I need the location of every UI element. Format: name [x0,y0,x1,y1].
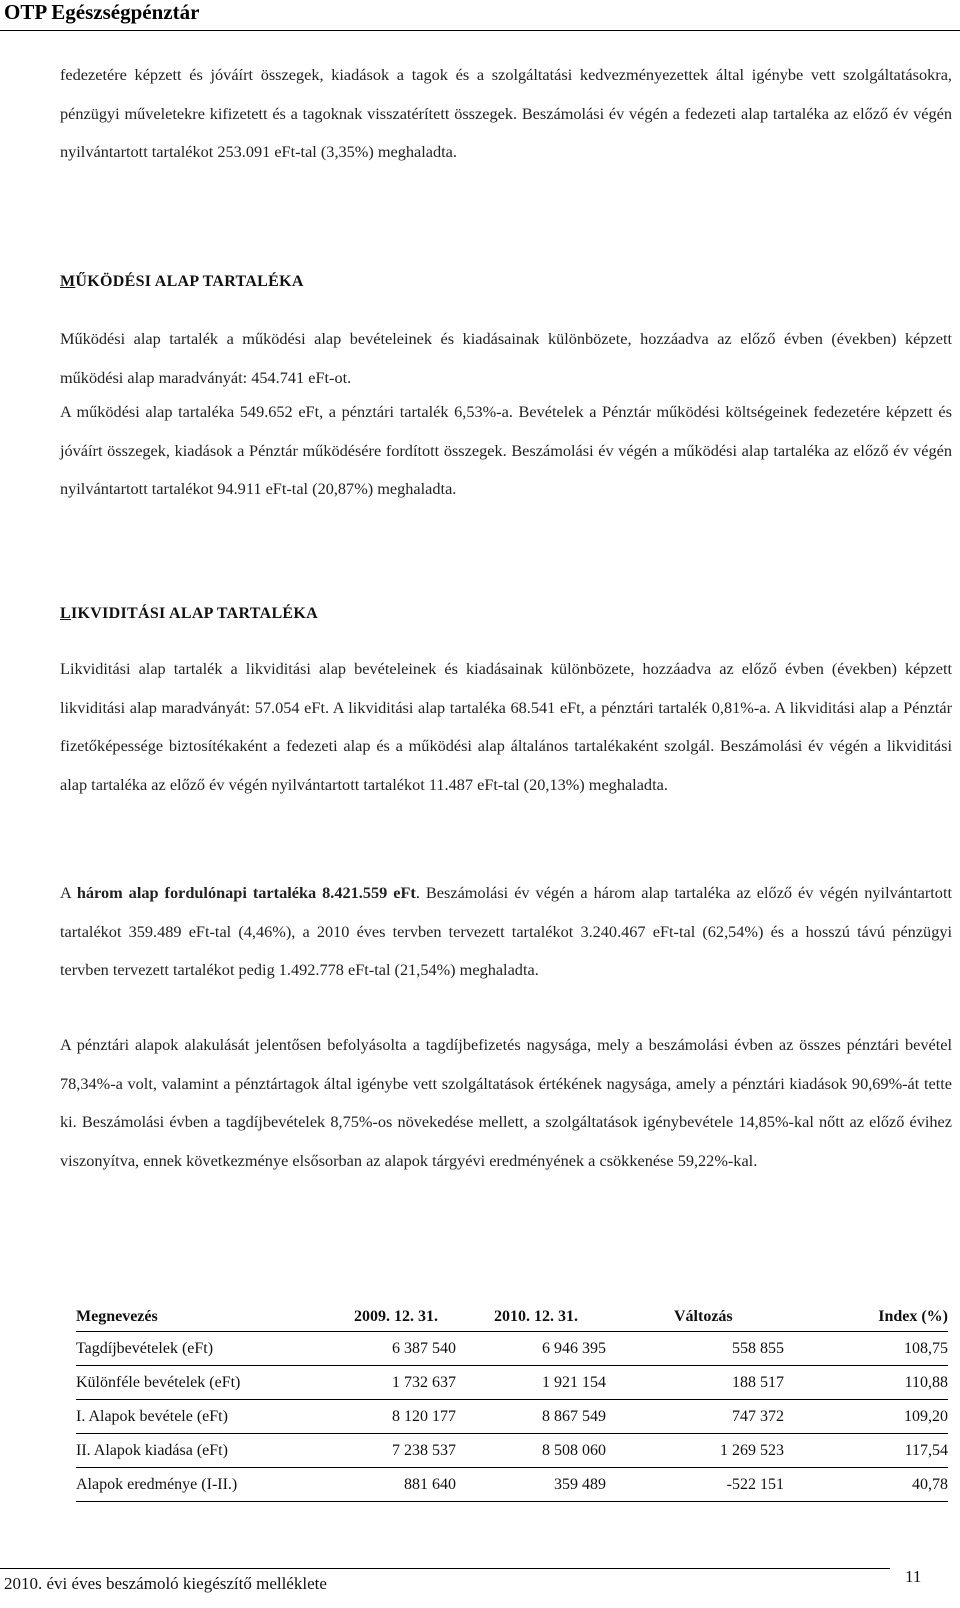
table-header-cell: 2010. 12. 31. [494,1305,644,1332]
table-header-cell: Megnevezés [76,1305,354,1332]
header-divider [0,30,960,31]
table-cell: 117,54 [814,1434,948,1468]
table-cell: 109,20 [814,1400,948,1434]
paragraph-harom-alap-bold: három alap fordulónapi tartaléka 8.421.559 eFt [76,883,416,902]
table-cell: 6 387 540 [354,1332,494,1366]
paragraph-fedezeti-alap: fedezetére képzett és jóváírt összegek, kiadások a tagok és a szolgáltatási kedvezményezettek által igénybe vett szolgáltatásokra, pénzügyi műveletekre kifizetett és a tagoknak visszatérített összegek. Beszámolási év végén a fedezeti alap tartaléka az előző év végén nyilvántartott tartalékot 253.091 eFt-tal (3,35%) meghaladta. [60,65,952,161]
table-cell: 6 946 395 [494,1332,644,1366]
section-heading-likviditasi-rest: IKVIDITÁSI ALAP TARTALÉKA [70,605,318,622]
table-header-row [76,1305,948,1332]
paragraph-mukodesi-tartalek: Működési alap tartalék a működési alap bevételeinek és kiadásainak különbözete, hozzáadva az előző évben (években) képzett működési alap maradványát: 454.741 eFt-ot. [60,329,952,387]
section-heading-likviditasi [60,605,318,623]
table-row-label: II. Alapok kiadása (eFt) [76,1434,354,1468]
table-cell: 110,88 [814,1366,948,1400]
table-cell: 40,78 [814,1468,948,1502]
table-row-label: Alapok eredménye (I-II.) [76,1468,354,1502]
paragraph-harom-alap-lead: A [60,883,77,902]
table-cell: 881 640 [354,1468,494,1502]
table-row-label: Különféle bevételek (eFt) [76,1366,354,1400]
paragraph-harom-alap-rest: . Beszámolási év végén a három alap tartaléka az előző év végén nyilvántartott tartalékot 359.489 eFt-tal (4,46%), a 2010 éves tervben tervezett tartalékot 3.240.467 eFt-tal (62,54%) és a hosszú távú pénzügyi tervben tervezett tartalékot pedig 1.492.778 eFt-tal (21,54%) meghaladta. [60,883,952,979]
table-row-label: I. Alapok bevétele (eFt) [76,1400,354,1434]
page-number: 11 [905,1567,922,1586]
table-header-cell: Változás [644,1305,814,1332]
summary-table [76,1305,948,1502]
table-cell: 1 732 637 [354,1366,494,1400]
table-cell: 747 372 [644,1400,814,1434]
table-row [76,1366,948,1400]
paragraph-penztari-alapok: A pénztári alapok alakulását jelentősen befolyásolta a tagdíjbefizetés nagysága, mely a beszámolási évben az összes pénztári bevétel 78,34%-a volt, valamint a pénztártagok által igénybe vett szolgáltatások értékének nagysága, amely a pénztári kiadások 90,69%-át tette ki. Beszámolási évben a tagdíjbevételek 8,75%-os növekedése mellett, a szolgáltatások igénybevétele 14,85%-kal nőtt az előző évihez viszonyítva, ennek következménye elsősorban az alapok tárgyévi eredményének a csökkenése 59,22%-kal. [60,1035,952,1170]
paragraph-likviditasi-tartalek: Likviditási alap tartalék a likviditási alap bevételeinek és kiadásainak különbözete, hozzáadva az előző évben (években) képzett likviditási alap maradványát: 57.054 eFt. A likviditási alap tartaléka 68.541 eFt, a pénztári tartalék 0,81%-a. A likviditási alap a Pénztár fizetőképessége biztosítékaként a fedezeti alap és a működési alap általános tartalékaként szolgál. Beszámolási év végén a likviditási alap tartaléka az előző év végén nyilvántartott tartalékot 11.487 eFt-tal (20,13%) meghaladta. [60,659,952,794]
table-row [76,1332,948,1366]
table-cell: 8 508 060 [494,1434,644,1468]
table-cell: 108,75 [814,1332,948,1366]
section-heading-likviditasi-initial: L [60,605,71,622]
table-cell: 188 517 [644,1366,814,1400]
table-row-label: Tagdíjbevételek (eFt) [76,1332,354,1366]
section-heading-mukodesi-rest: ŰKÖDÉSI ALAP TARTALÉKA [75,273,304,290]
document-header-title: OTP Egészségpénztár [4,0,200,24]
table-cell: 558 855 [644,1332,814,1366]
table-cell: 7 238 537 [354,1434,494,1468]
footer-document-title: 2010. évi éves beszámoló kiegészítő melléklete [4,1574,327,1593]
table-cell: 359 489 [494,1468,644,1502]
table-cell: 8 867 549 [494,1400,644,1434]
section-heading-mukodesi-initial: M [60,273,76,290]
section-heading-mukodesi [60,273,304,291]
table-header-cell: Index (%) [814,1305,948,1332]
footer-divider [0,1568,890,1569]
table-cell: 8 120 177 [354,1400,494,1434]
table-cell: -522 151 [644,1468,814,1502]
table-row [76,1400,948,1434]
paragraph-mukodesi-tartaleka: A működési alap tartaléka 549.652 eFt, a pénztári tartalék 6,53%-a. Bevételek a Pénztár működési költségeinek fedezetére képzett és jóváírt összegek, kiadások a Pénztár működésére fordított összegek. Beszámolási év végén a működési alap tartaléka az előző év végén nyilvántartott tartalékot 94.911 eFt-tal (20,87%) meghaladta. [60,402,952,498]
table-row [76,1468,948,1502]
table-row [76,1434,948,1468]
table-cell: 1 921 154 [494,1366,644,1400]
table-header-cell: 2009. 12. 31. [354,1305,494,1332]
paragraph-harom-alap [60,874,952,990]
table-cell: 1 269 523 [644,1434,814,1468]
